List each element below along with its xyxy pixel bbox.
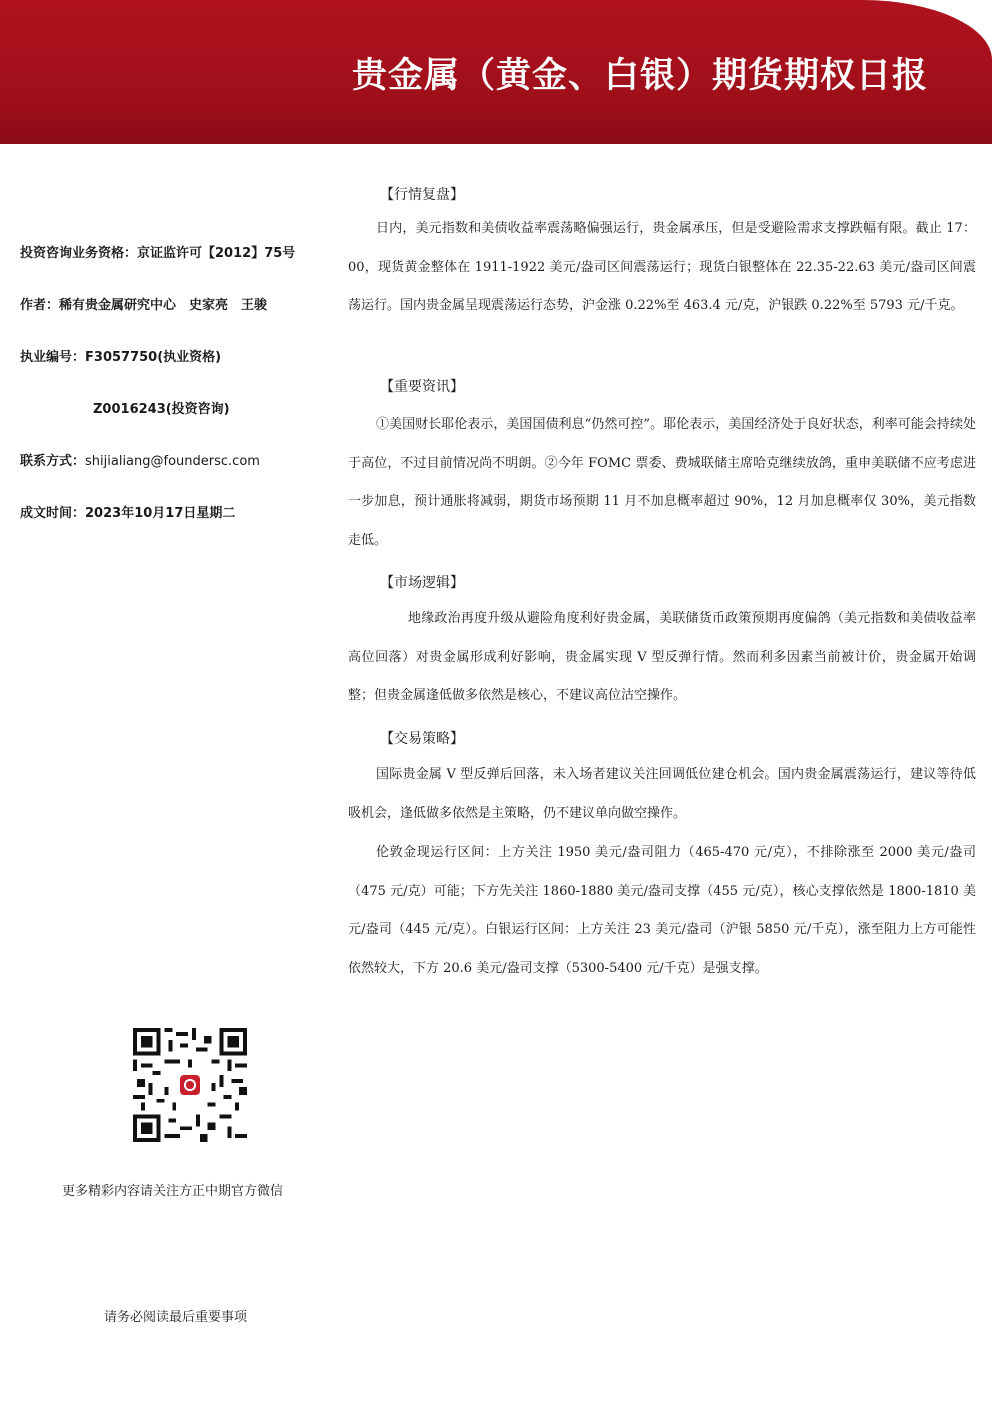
author-value: 稀有贵金属研究中心 史家亮 王骏 (59, 298, 268, 313)
important-notice: 请务必阅读最后重要事项 (104, 1310, 248, 1325)
qualification-label: 投资咨询业务资格： (20, 246, 138, 261)
license-line (20, 346, 221, 365)
date-label: 成文时间： (20, 506, 86, 521)
date-value: 2023年10月17日星期二 (85, 506, 236, 521)
license-value-1: F3057750(执业资格) (85, 350, 222, 365)
brand-logo-icon (180, 1075, 200, 1095)
report-title: 贵金属（黄金、白银）期货期权日报 (352, 56, 929, 96)
license-line-2 (93, 398, 230, 417)
logic-heading: 【市场逻辑】 (380, 575, 464, 591)
qr-caption: 更多精彩内容请关注方正中期官方微信 (62, 1184, 284, 1199)
news-heading: 【重要资讯】 (380, 379, 464, 395)
license-label: 执业编号： (20, 350, 86, 365)
date-line (20, 502, 235, 521)
strategy-paragraph-2: 伦敦金现运行区间：上方关注 1950 美元/盎司阻力（465-470 元/克），不排除涨至 2000 美元/盎司（475 元/克）可能；下方先关注 1860-1880 美元/盎司支撑（455 元/克），核心支撑依然是 1800-1810 美元/盎司（445 元/克）。白银运行区间：上方关注 23 美元/盎司（沪银 5850 元/千克），涨至阻力上方可能性依然较大，下方 20.6 美元/盎司支撑（5300-5400 元/千克）是强支撑。 (348, 845, 976, 976)
wechat-qr-code[interactable] (133, 1028, 247, 1142)
contact-email[interactable]: shijialiang@foundersc.com (85, 454, 260, 469)
author-line (20, 294, 267, 313)
strategy-heading: 【交易策略】 (380, 731, 464, 747)
author-label: 作者： (20, 298, 60, 313)
contact-label: 联系方式： (20, 454, 86, 469)
strategy-paragraph-1: 国际贵金属 V 型反弹后回落，未入场者建议关注回调低位建仓机会。国内贵金属震荡运行，建议等待低吸机会，逢低做多依然是主策略，仍不建议单向做空操作。 (348, 767, 976, 821)
qualification-line (20, 242, 295, 261)
qualification-value: 京证监许可【2012】75号 (137, 246, 296, 261)
license-value-2: Z0016243(投资咨询) (93, 402, 230, 417)
logic-paragraph: 地缘政治再度升级从避险角度利好贵金属，美联储货币政策预期再度偏鸽（美元指数和美债收益率高位回落）对贵金属形成利好影响，贵金属实现 V 型反弹行情。然而利多因素当前被计价，贵金属开始调整；但贵金属逢低做多依然是核心，不建议高位沽空操作。 (348, 611, 976, 703)
contact-line (20, 450, 260, 469)
review-heading: 【行情复盘】 (380, 187, 464, 203)
review-paragraph: 日内，美元指数和美债收益率震荡略偏强运行，贵金属承压，但是受避险需求支撑跌幅有限。截止 17：00，现货黄金整体在 1911-1922 美元/盎司区间震荡运行；现货白银整体在 22.35-22.63 美元/盎司区间震荡运行。国内贵金属呈现震荡运行态势，沪金涨 0.22%至 463.4 元/克，沪银跌 0.22%至 5793 元/千克。 (348, 221, 976, 313)
news-paragraph: ①美国财长耶伦表示，美国国债利息“仍然可控”。耶伦表示，美国经济处于良好状态，利率可能会持续处于高位，不过目前情况尚不明朗。②今年 FOMC 票委、费城联储主席哈克继续放鸽，重申美联储不应考虑进一步加息，预计通胀将减弱，期货市场预期 11 月不加息概率超过 90%，12 月加息概率仅 30%，美元指数走低。 (348, 417, 976, 548)
